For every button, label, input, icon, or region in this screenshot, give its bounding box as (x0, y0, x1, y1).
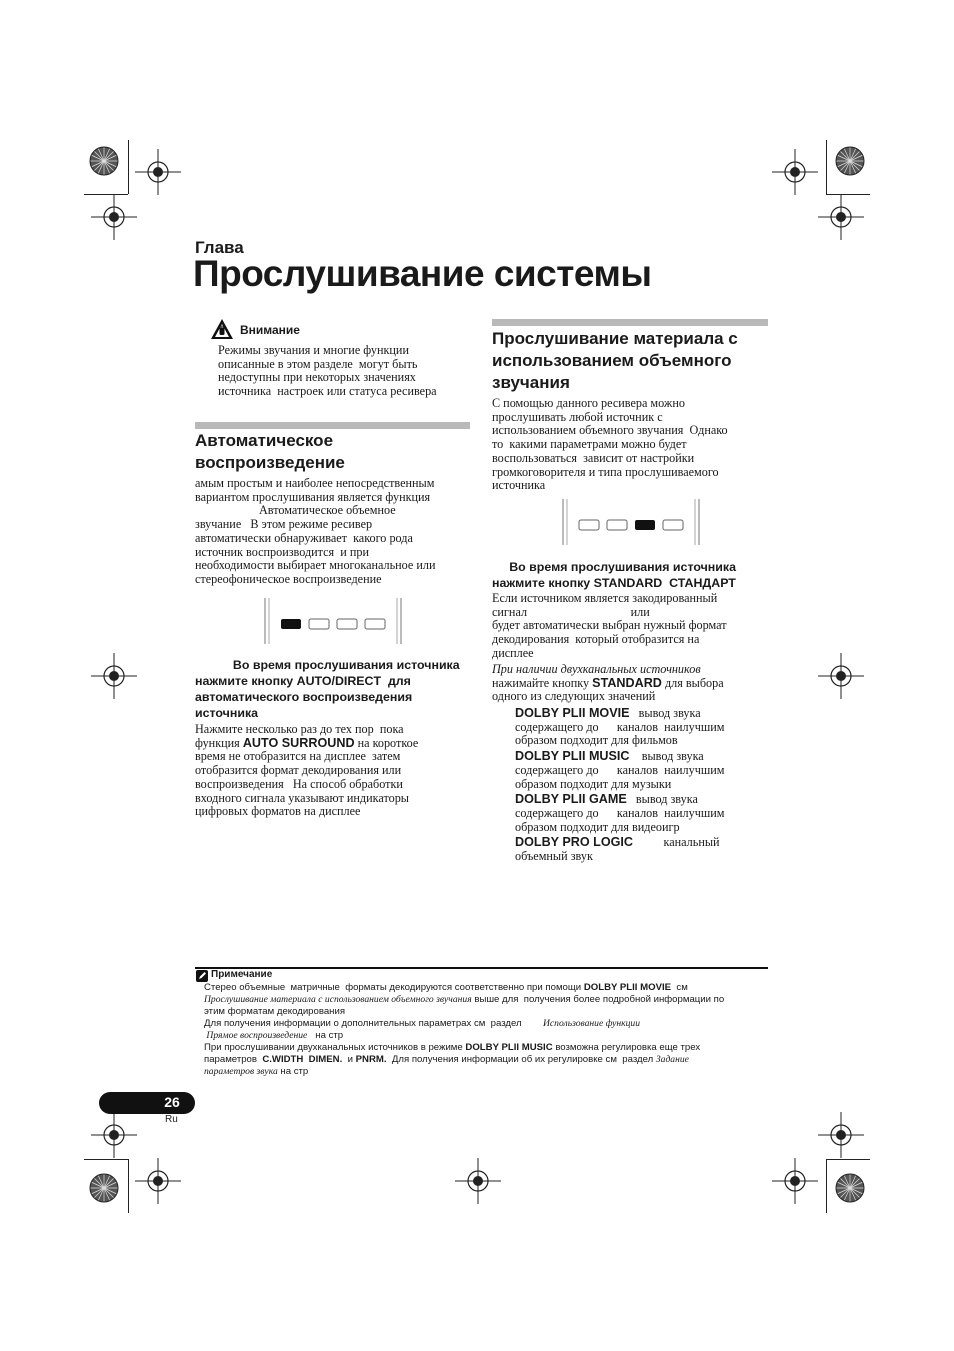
key-name: PNRM. (355, 1054, 387, 1065)
result-line: отобразится формат декодирования или (195, 763, 402, 778)
caution-line: источника настроек или статуса ресивера (218, 384, 437, 399)
mode-name: DOLBY PLII MUSIC (515, 749, 630, 764)
caution-text (218, 344, 437, 399)
registration-mark-icon (772, 1158, 818, 1204)
instruction-line: источника (195, 706, 259, 720)
auto-playback-result (195, 723, 418, 819)
text-run: см (671, 982, 688, 993)
mode-line (515, 750, 775, 764)
mode-desc: образом подходит для музыки (515, 776, 672, 791)
mode-name: DOLBY PRO LOGIC (515, 835, 634, 850)
receiver-display-illustration (561, 497, 701, 547)
star-target-icon (830, 141, 870, 181)
instruction-line: Во время прослушивания источника (195, 658, 460, 672)
note-line: этим форматам декодирования (204, 1006, 346, 1017)
note-line (204, 1066, 724, 1078)
page-number: 26 (164, 1094, 180, 1110)
key-name: DOLBY PLII MUSIC (465, 1042, 553, 1053)
text-run: параметров (204, 1054, 263, 1065)
instruction-line: Во время прослушивания источника (492, 560, 736, 574)
surround-playback-heading (492, 328, 738, 394)
caution-hand-icon (210, 318, 234, 340)
text-run: выше для получения более подробной информации по (471, 994, 725, 1005)
result-line: Нажмите несколько раз до тех пор пока (195, 722, 404, 736)
body-line: Автоматическое объемное (195, 503, 396, 518)
text-run: на короткое (354, 735, 419, 750)
result-line: воспроизведения На способ обработки (195, 776, 403, 791)
text-run: и (342, 1054, 356, 1065)
receiver-display-illustration (263, 596, 403, 646)
mode-line (515, 707, 775, 721)
mode-desc: вывод звука (626, 792, 698, 807)
page-title: Прослушивание системы (193, 253, 652, 294)
result-line: сигнал или (492, 604, 650, 619)
mode-desc: содержащего до каналов наилучшим (515, 805, 725, 820)
auto-playback-heading (195, 430, 345, 474)
surround-playback-body (492, 397, 728, 493)
body-line: звучание В этом режиме ресивер (195, 517, 373, 532)
key-name: AUTO SURROUND (242, 735, 355, 750)
cross-reference: параметров звука (204, 1066, 278, 1077)
body-line: амым простым и наиболее непосредственным (195, 476, 435, 490)
note-title: Примечание (211, 969, 273, 980)
registration-mark-icon (135, 149, 181, 195)
body-line: громкоговорителя и типа прослушиваемого (492, 464, 719, 479)
registration-mark-icon (135, 1158, 181, 1204)
cross-reference: Прослушивание материала с использованием объемного звучания (204, 994, 472, 1005)
mode-desc: образом подходит для фильмов (515, 733, 678, 748)
registration-mark-icon (818, 194, 864, 240)
star-target-icon (830, 1168, 870, 1208)
note-line (204, 1054, 724, 1066)
text-run: на стр (307, 1030, 344, 1041)
cross-reference: Задание (655, 1054, 689, 1065)
auto-playback-body (195, 477, 436, 587)
text-run: Стерео объемные матричные форматы декодируются соответственно при помощи (204, 982, 584, 993)
caution-line: описанные в этом разделе могут быть (218, 356, 418, 371)
body-line: использованием объемного звучания Однако (492, 423, 728, 438)
surround-playback-instruction (492, 559, 736, 591)
result-line: дисплее (492, 645, 534, 660)
mode-desc: содержащего до каналов наилучшим (515, 762, 725, 777)
caution-line: Режимы звучания и многие функции (218, 343, 409, 357)
section-divider-bar (195, 422, 470, 429)
two-channel-line (492, 677, 724, 691)
two-channel-intro (492, 663, 724, 704)
text-run: Для получения информации об их регулировке см раздел (386, 1054, 656, 1065)
mode-name: DOLBY PLII GAME (515, 792, 627, 807)
text-run: возможна регулировка еще трех (552, 1042, 701, 1053)
mode-desc: образом подходит для видеоигр (515, 819, 680, 834)
mode-item-plii-movie (515, 707, 775, 748)
result-line: входного сигнала указывают индикаторы (195, 790, 409, 805)
body-line: необходимости выбирает многоканальное или (195, 558, 436, 573)
heading-line: воспроизведение (195, 453, 345, 472)
result-line: время не отобразится на дисплее затем (195, 749, 401, 764)
result-line: Если источником является закодированный (492, 591, 718, 605)
registration-mark-icon (818, 1112, 864, 1158)
mode-item-plii-game (515, 793, 775, 834)
note-line (204, 982, 724, 994)
caution-line: недоступны при некоторых значениях (218, 370, 416, 385)
section-divider-bar (492, 319, 768, 326)
registration-mark-icon (91, 1112, 137, 1158)
mode-line (515, 793, 775, 807)
mode-desc: объемный звук (515, 849, 593, 864)
instruction-line: нажмите кнопку STANDARD СТАНДАРТ (492, 576, 736, 590)
mode-item-plii-music (515, 750, 775, 791)
star-target-icon (84, 141, 124, 181)
two-channel-heading: При наличии двухканальных источников (492, 662, 701, 676)
body-line: вариантом прослушивания является функция (195, 489, 431, 504)
mode-name: DOLBY PLII MOVIE (515, 706, 630, 720)
result-line: цифровых форматов на дисплее (195, 804, 361, 819)
result-line: декодирования который отобразится на (492, 632, 700, 647)
body-line: стереофоническое воспроизведение (195, 571, 382, 586)
body-line: источника (492, 478, 546, 493)
registration-mark-icon (818, 653, 864, 699)
body-line: источник воспроизводится и при (195, 544, 369, 559)
key-name: C.WIDTH DIMEN. (262, 1054, 343, 1065)
mode-desc: канальный (633, 835, 720, 850)
heading-line: звучания (492, 373, 570, 392)
listening-modes-list (515, 707, 775, 864)
mode-item-pro-logic (515, 836, 775, 863)
body-line: С помощью данного ресивера можно (492, 396, 685, 410)
instruction-line: нажмите кнопку AUTO/DIRECT для (195, 674, 411, 688)
note-pencil-icon (196, 970, 208, 982)
registration-mark-icon (455, 1158, 501, 1204)
page-language: Ru (165, 1114, 178, 1125)
note-line (204, 1018, 724, 1030)
key-name: STANDARD (592, 675, 662, 690)
text-run: Для получения информации о дополнительных параметрах см раздел (204, 1018, 543, 1029)
mode-desc: вывод звука (629, 749, 704, 764)
text-run: для выбора (661, 675, 724, 690)
body-line: то какими параметрами можно будет (492, 437, 687, 452)
registration-mark-icon (91, 194, 137, 240)
registration-mark-icon (772, 149, 818, 195)
heading-line: Прослушивание материала с (492, 329, 738, 348)
mode-desc: вывод звука (629, 706, 701, 720)
note-divider (195, 967, 768, 969)
note-text (204, 982, 724, 1078)
instruction-line: автоматического воспроизведения (195, 690, 413, 704)
registration-mark-icon (91, 653, 137, 699)
chapter-label: Глава (195, 238, 244, 257)
body-line: автоматически обнаруживает какого рода (195, 530, 413, 545)
result-line: будет автоматически выбран нужный формат (492, 618, 727, 633)
result-line (195, 737, 418, 751)
body-line: прослушивать любой источник с (492, 409, 663, 424)
body-line: воспользоваться зависит от настройки (492, 450, 695, 465)
note-line (204, 1042, 724, 1054)
cross-reference: Прямое воспроизведение (204, 1030, 308, 1041)
auto-playback-instruction (195, 657, 460, 721)
note-line (204, 994, 724, 1006)
surround-playback-result (492, 592, 727, 661)
star-target-icon (84, 1168, 124, 1208)
text-run: нажимайте кнопку (492, 675, 593, 690)
heading-line: Автоматическое (195, 431, 334, 450)
text-run: При прослушивании двухканальных источников в режиме (204, 1042, 466, 1053)
cross-reference: Использование функции (542, 1018, 640, 1029)
text-run: на стр (277, 1066, 309, 1077)
key-name: DOLBY PLII MOVIE (583, 982, 672, 993)
heading-line: использованием объемного (492, 351, 732, 370)
two-channel-line: одного из следующих значений (492, 689, 656, 704)
mode-line (515, 836, 775, 850)
note-line (204, 1030, 724, 1042)
caution-title: Внимание (240, 323, 300, 337)
text-run: функция (195, 735, 243, 750)
mode-desc: содержащего до каналов наилучшим (515, 719, 725, 734)
